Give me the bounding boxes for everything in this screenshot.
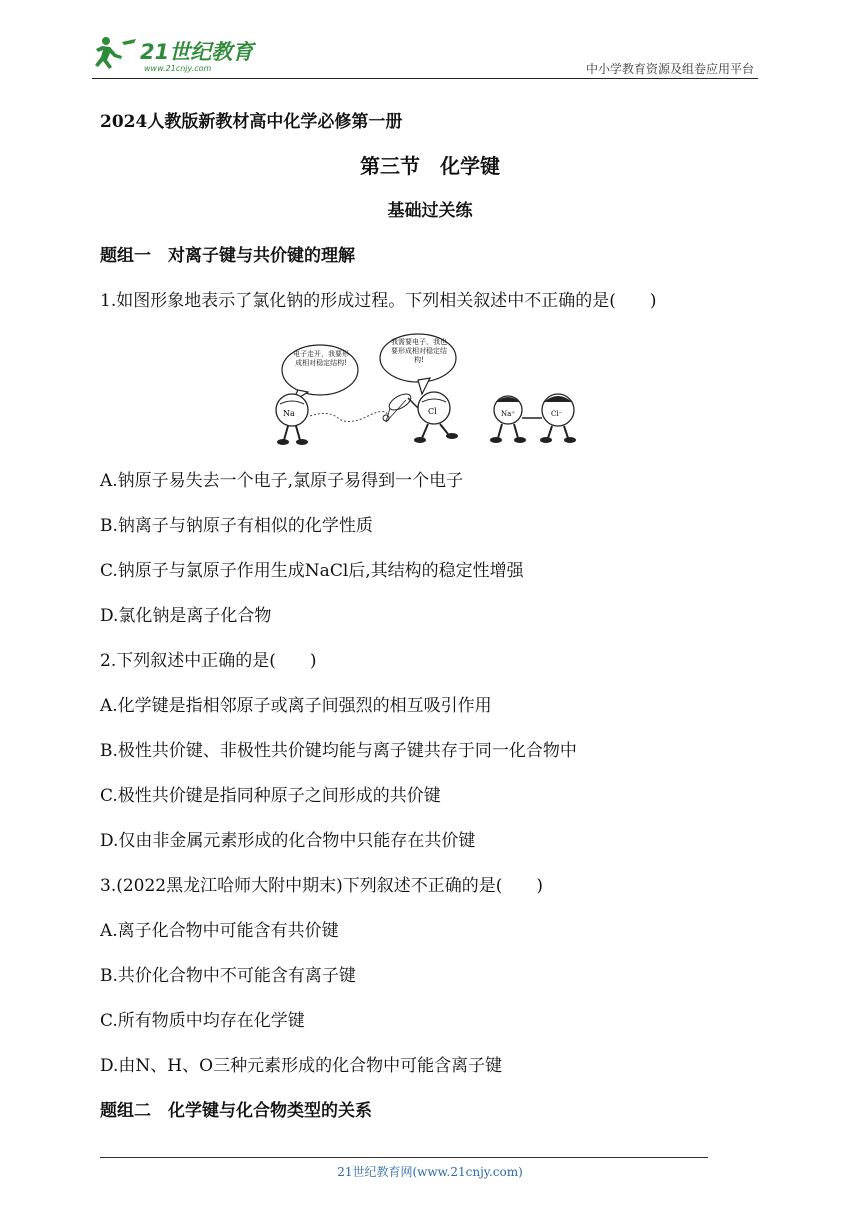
cl-ion-label: Cl⁻ (551, 410, 563, 418)
cl-ion-character (522, 394, 576, 443)
logo (92, 34, 262, 74)
section-title: 第三节 化学键 (360, 154, 500, 178)
header-divider (92, 78, 758, 79)
question-2-stem: 2.下列叙述中正确的是( ) (100, 651, 317, 671)
question-1-stem: 1.如图形象地表示了氯化钠的形成过程。下列相关叙述中不正确的是( ) (100, 291, 657, 311)
cl-atom-character (414, 392, 458, 443)
q1-option-b: B.钠离子与钠原子有相似的化学性质 (100, 516, 373, 536)
runner-icon (95, 37, 136, 69)
page-header (92, 30, 758, 80)
na-ion-label: Na⁺ (501, 410, 515, 418)
na-label: Na (283, 409, 295, 418)
group-heading-2: 题组二 化学键与化合物类型的关系 (100, 1101, 372, 1121)
footer-divider (100, 1157, 708, 1158)
nacl-formation-figure (268, 332, 588, 452)
q1-option-c: C.钠原子与氯原子作用生成NaCl后,其结构的稳定性增强 (100, 561, 524, 581)
q1-option-d: D.氯化钠是离子化合物 (100, 606, 272, 626)
electron-trail (310, 411, 388, 421)
q3-option-b: B.共价化合物中不可能含有离子键 (100, 966, 356, 986)
subtitle: 基础过关练 (387, 201, 473, 221)
q3-option-c: C.所有物质中均存在化学键 (100, 1011, 305, 1031)
q2-option-b: B.极性共价键、非极性共价键均能与离子键共存于同一化合物中 (100, 741, 577, 761)
q3-option-d: D.由N、H、O三种元素形成的化合物中可能含离子键 (100, 1056, 503, 1076)
cl-bubble-text: 我需要电子，我也要形成相对稳定结构! (391, 338, 447, 364)
na-ion-character (490, 396, 526, 443)
q2-option-c: C.极性共价键是指同种原子之间形成的共价键 (100, 786, 441, 806)
q2-option-d: D.仅由非金属元素形成的化合物中只能存在共价键 (100, 831, 476, 851)
logo-sub-text: www.21cnjy.com (144, 64, 212, 73)
q3-option-a: A.离子化合物中可能含有共价键 (100, 921, 339, 941)
group-heading-1: 题组一 对离子键与共价键的理解 (100, 246, 355, 266)
butterfly-net-icon (386, 391, 420, 422)
q2-option-a: A.化学键是指相邻原子或离子间强烈的相互吸引作用 (100, 696, 492, 716)
na-bubble-text: 电子走开，我要形成相对稳定结构! (293, 350, 349, 367)
na-atom-character (276, 394, 308, 445)
cl-speech-bubble (380, 334, 456, 394)
q1-option-a: A.钠原子易失去一个电子,氯原子易得到一个电子 (100, 471, 464, 491)
footer-text[interactable]: 21世纪教育网(www.21cnjy.com) (337, 1165, 523, 1179)
cl-label: Cl (428, 407, 437, 416)
question-3-stem: 3.(2022黑龙江哈师大附中期末)下列叙述不正确的是( ) (100, 876, 544, 896)
course-title: 2024人教版新教材高中化学必修第一册 (100, 112, 403, 132)
logo-main-text: 21世纪教育 (140, 40, 254, 64)
header-tagline: 中小学教育资源及组卷应用平台 (585, 62, 754, 76)
